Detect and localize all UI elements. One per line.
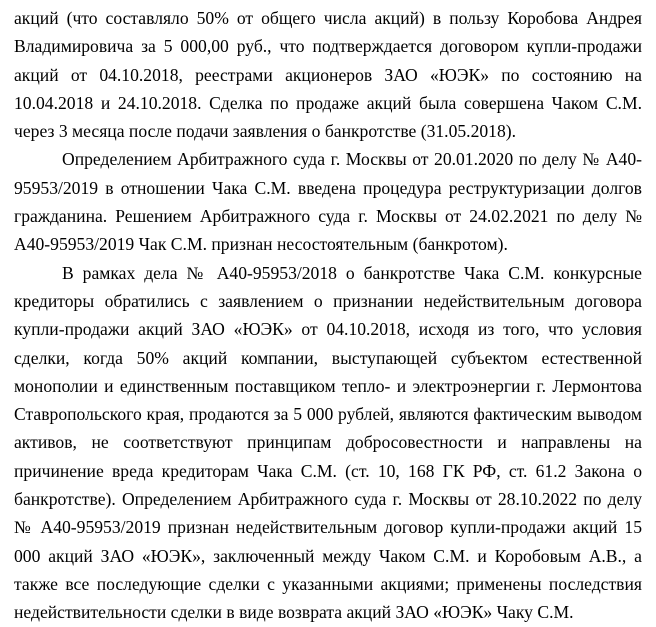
paragraph-restructuring: Определением Арбитражного суда г. Москвы от 20.01.2020 по делу № А40-95953/2019 в отношении Чака С.М. введена процедура реструктуризации долгов гражданина. Решением Арбитражного суда г. Москвы от 24.02.2021 по делу № А40-95953/2019 Чак С.М. признан несостоятельным (банкротом). <box>14 149 642 255</box>
paragraph-invalidation: В рамках дела № А40-95953/2018 о банкротстве Чака С.М. конкурсные кредиторы обратились с заявлением о признании недействительным договора купли-продажи акций ЗАО «ЮЭК» от 04.10.2018, исходя из того, что условия сделки, когда 50% акций компании, выступающей субъектом естественной монополии и единственным поставщиком тепло- и электроэнергии г. Лермонтова Ставропольского края, продаются за 5 000 рублей, являются фактическим выводом активов, не соответствуют принципам добросовестности и направлены на причинение вреда кредиторам Чака С.М. (ст. 10, 168 ГК РФ, ст. 61.2 Закона о банкротстве). Определением Арбитражного суда г. Москвы от 28.10.2022 по делу № А40-95953/2019 признан недействительным договор купли-продажи акций 15 000 акций ЗАО «ЮЭК», заключенный между Чаком С.М. и Коробовым А.В., а также все последующие сделки с указанными акциями; применены последствия недействительности сделки в виде возврата акций ЗАО «ЮЭК» Чаку С.М. <box>14 262 642 623</box>
paragraph-share-sale: акций (что составляло 50% от общего числа акций) в пользу Коробова Андрея Владимировича за 5 000,00 руб., что подтверждается договором купли-продажи акций от 04.10.2018, реестрами акционеров ЗАО «ЮЭК» по состоянию на 10.04.2018 и 24.10.2018. Сделка по продаже акций была совершена Чаком С.М. через 3 месяца после подачи заявления о банкротстве (31.05.2018). <box>14 8 642 142</box>
